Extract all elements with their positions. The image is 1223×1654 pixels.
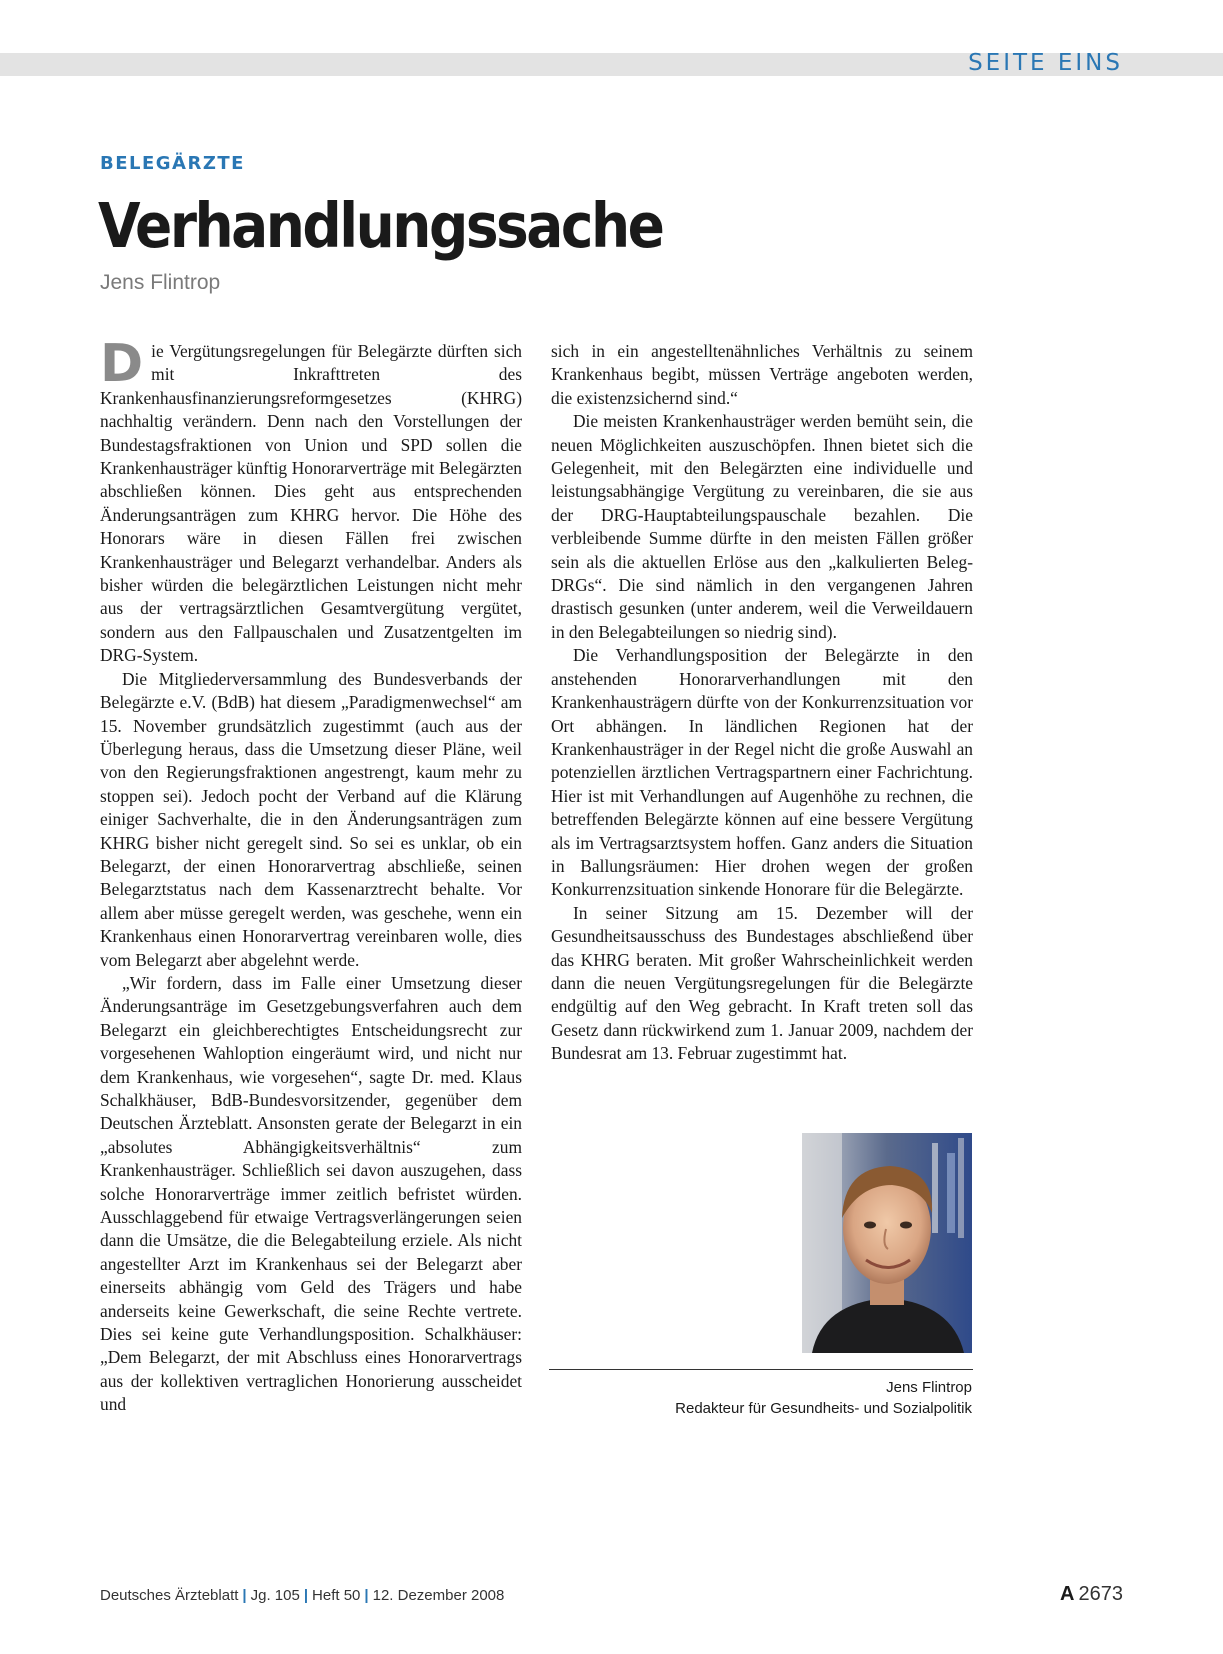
article-kicker: BELEGÄRZTE (100, 153, 245, 174)
author-portrait-image (802, 1133, 972, 1353)
footer-separator: | (303, 1587, 309, 1604)
caption-name: Jens Flintrop (886, 1379, 972, 1396)
author-portrait (802, 1133, 972, 1353)
footer-separator: | (364, 1587, 369, 1604)
paragraph: Die Mitgliederversammlung des Bundesverbands der Belegärzte e.V. (BdB) hat diesem „Paradigmenwechsel“ am 15. November grundsätzlich zugestimmt (auch aus der Überlegung heraus, dass die Umsetzung dieser Pläne, weil von den Regierungsfraktionen angestrengt, kaum mehr zu stoppen sei). Jedoch pocht der Verband auf die Klärung einiger Sachverhalte, die in den Änderungsanträgen zum KHRG bisher nicht geregelt sind. So sei es unklar, ob ein Belegarzt, der einen Honorarvertrag abschließe, seinen Belegarztstatus nach dem Kassenarztrecht behalte. Vor allem aber müsse geregelt werden, was geschehe, wenn ein Krankenhaus einen Honorarvertrag vereinbaren wolle, dies vom Belegarzt aber abgelehnt werde. (100, 668, 522, 970)
paragraph: Die Verhandlungsposition der Belegärzte in den anstehenden Honorarverhandlungen mit den Krankenhausträgern dürfte von der Konkurrenzsituation vor Ort abhängen. In ländlichen Regionen hat der Krankenhausträger in der Regel nicht die große Auswahl an potenziellen ärztlichen Vertragspartnern einer Fachrichtung. Hier ist mit Verhandlungen auf Augenhöhe zu rechnen, die betreffenden Belegärzte können auf eine bessere Vergütung als im Vertragsarztsystem hoffen. Ganz anders die Situation in Ballungsräumen: Hier drohen wegen der großen Konkurrenzsituation sinkende Honorare für die Belegärzte. (551, 645, 973, 900)
article-column-left (100, 334, 522, 1417)
section-label: SEITE EINS (968, 50, 1123, 76)
caption-role: Redakteur für Gesundheits- und Sozialpolitik (675, 1400, 972, 1417)
paragraph: Die meisten Krankenhausträger werden bemüht sein, die neuen Möglichkeiten auszuschöpfen. Ihnen bietet sich die Gelegenheit, mit den Belegärzten eine individuelle und leistungsabhängige Vergütung zu vereinbaren, die sie aus der DRG-Hauptabteilungspauschale bezahlen. Die verbleibende Summe dürfte in den meisten Fällen größer sein als die aktuellen Erlöse aus den „kalkulierten Beleg-DRGs“. Die sind nämlich in den vergangenen Jahren drastisch gesunken (unter anderem, weil die Verweildauern in den Belegabteilungen so niedrig sind). (551, 411, 973, 642)
caption-divider (549, 1369, 973, 1370)
page-number-value: 2673 (1078, 1583, 1123, 1605)
paragraph: sich in ein angestelltenähnliches Verhältnis zu seinem Krankenhaus begibt, müssen Verträge angeboten werden, die existenzsichernd sind.“ (551, 341, 973, 408)
article-author: Jens Flintrop (100, 271, 221, 294)
footer-citation (100, 1587, 504, 1604)
article-title: Verhandlungssache (98, 190, 663, 262)
paragraph-text: ie Vergütungsregelungen für Belegärzte dürften sich mit Inkrafttreten des Krankenhausfinanzierungsreformgesetzes (KHRG) nachhaltig verändern. Denn nach den Vorstellungen der Bundestagsfraktionen von Union und SPD sollen die Krankenhausträger künftig Honorarverträge mit Belegärzten abschließen können. Dies geht aus entsprechenden Änderungsanträgen zum KHRG hervor. Die Höhe des Honorars wäre in diesen Fällen frei zwischen Krankenhausträger und Belegarzt verhandelbar. Anders als bisher würden die belegärztlichen Leistungen nicht mehr aus der vertragsärztlichen Gesamtvergütung vergütet, sondern aus den Fallpauschalen und Zusatzentgelten im DRG-System. (100, 341, 522, 666)
page-number (1060, 1583, 1123, 1606)
paragraph: In seiner Sitzung am 15. Dezember will der Gesundheitsausschuss des Bundestages abschließend über das KHRG beraten. Mit großer Wahrscheinlichkeit werden dann die neuen Vergütungsregelungen für die Belegärzte endgültig auf den Weg gebracht. In Kraft treten soll das Gesetz dann rückwirkend zum 1. Januar 2009, nachdem der Bundesrat am 13. Februar zugestimmt hat. (551, 902, 973, 1064)
journal-volume: Jg. 105 (250, 1587, 300, 1604)
paragraph (100, 334, 522, 668)
portrait-caption (675, 1377, 972, 1419)
article-column-right (551, 340, 973, 1066)
drop-cap: D (100, 334, 144, 394)
journal-issue: Heft 50 (312, 1587, 361, 1604)
page-prefix: A (1060, 1583, 1075, 1605)
issue-date: 12. Dezember 2008 (372, 1587, 505, 1604)
footer-separator: | (242, 1587, 247, 1604)
paragraph: „Wir fordern, dass im Falle einer Umsetzung dieser Änderungsanträge im Gesetzgebungsverfahren auch dem Belegarzt ein gleichberechtigtes Entscheidungsrecht zur vorgesehenen Wahloption eingeräumt wird, und nicht nur dem Krankenhaus, wie vorgesehen“, sagte Dr. med. Klaus Schalkhäuser, BdB-Bundesvorsitzender, gegenüber dem Deutschen Ärzteblatt. Ansonsten gerate der Belegarzt in ein „absolutes Abhängigkeitsverhältnis“ zum Krankenhausträger. Schließlich sei davon auszugehen, dass solche Honorarverträge immer zeitlich befristet würden. Ausschlaggebend für etwaige Vertragsverlängerungen seien dann die Umsätze, die die Belegabteilung erziele. Als nicht angestellter Arzt im Krankenhaus sei der Belegarzt aber einerseits abhängig vom Geld des Trägers und habe anderseits keine Gewerkschaft, die seine Rechte vertrete. Dies sei keine gute Verhandlungsposition. Schalkhäuser: „Dem Belegarzt, der mit Abschluss eines Honorarvertrags aus der kollektiven vertraglichen Honorierung ausscheidet und (100, 972, 522, 1415)
journal-name: Deutsches Ärzteblatt (100, 1587, 239, 1604)
